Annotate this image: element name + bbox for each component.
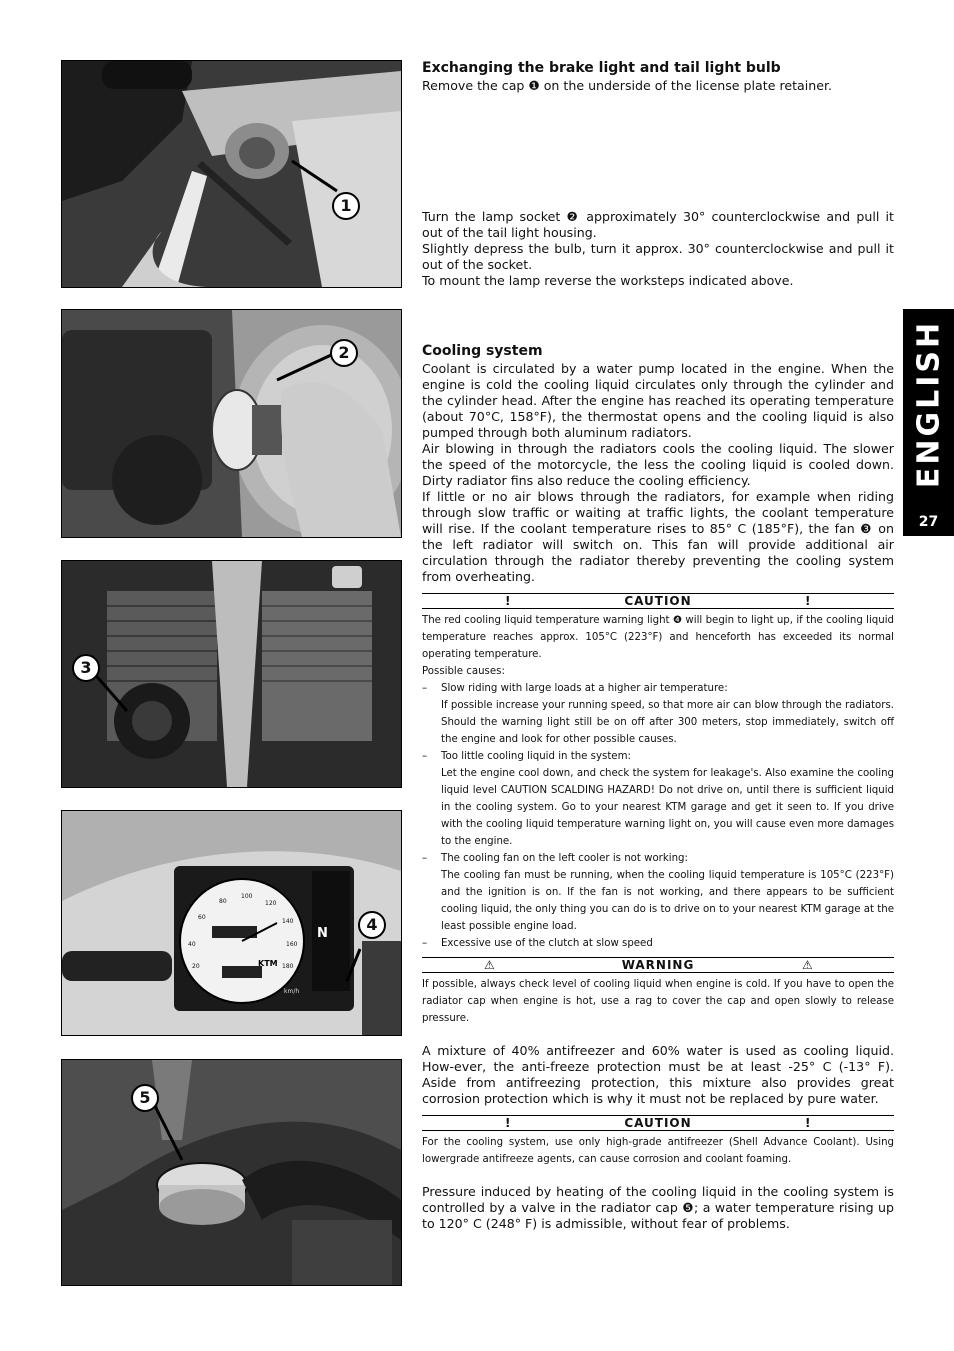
gauge-tick-40: 40 — [188, 941, 196, 948]
gauge-tick-20: 20 — [192, 963, 200, 970]
paragraph-mixture: A mixture of 40% antifreezer and 60% water is used as cooling liquid. How-ever, the anti-freeze protection must be at least -25° C (-13° F). Aside from antifreezing protection, this mixture also provides great corrosion protection which is why it must not be replaced by pure water. — [422, 1043, 894, 1106]
warning-heading: WARNING — [621, 958, 695, 972]
paragraph-coolant-circulation: Coolant is circulated by a water pump located in the engine. When the engine is cold the cooling liquid circulates only through the cylinder and the cylinder head. After the engine has reached its operating temperature (about 70°C, 158°F), the thermostat opens and the cooling liquid is also pumped through both aluminum radiators. — [422, 361, 894, 440]
gauge-tick-100: 100 — [241, 893, 253, 900]
gauge-brand: KTM — [258, 959, 278, 968]
paragraph-air-cooling: Air blowing in through the radiators cools the cooling liquid. The slower the speed of the motorcycle, the less the cooling liquid is cooled down. Dirty radiator fins also reduce the cooling efficiency. — [422, 441, 894, 488]
gauge-tick-140: 140 — [282, 918, 294, 925]
caution2-text: For the cooling system, use only high-grade antifreezer (Shell Advance Coolant). Using lowergrade antifreeze agents, can cause corrosion and coolant foaming. — [422, 1137, 894, 1165]
section-cooling-system — [422, 342, 894, 1232]
caution-block-1 — [422, 612, 894, 952]
gauge-tick-180: 180 — [282, 963, 294, 970]
gauge-tick-120: 120 — [265, 900, 277, 907]
caution-mark-left: ! — [505, 594, 512, 608]
caution-bar-1 — [422, 593, 894, 609]
caution-bar-2 — [422, 1115, 894, 1131]
language-label: ENGLISH — [911, 319, 946, 489]
warning-mark-right: ⚠ — [802, 958, 814, 972]
caution-block-2 — [422, 1134, 894, 1168]
caution-heading-2: CAUTION — [624, 1116, 692, 1130]
caution-mark-right: ! — [805, 594, 812, 608]
cause-3: – The cooling fan on the left cooler is not working: — [422, 850, 894, 867]
cause-4: – Excessive use of the clutch at slow speed — [422, 935, 894, 952]
cause-3-detail: The cooling fan must be running, when the cooling liquid temperature is 105°C (223°F) and the ignition is on. If the fan is not working, and there appears to be sufficient cooling liquid, the only thing you can do is to drive on to your nearest KTM garage at the least possible engine load. — [441, 870, 894, 932]
paragraph-pressure: Pressure induced by heating of the cooling liquid in the cooling system is controlled by a valve in the radiator cap ❺; a water temperature rising up to 120° C (248° F) is admissible, without fear of problems. — [422, 1184, 894, 1231]
warning-bar — [422, 957, 894, 973]
paragraph-turn-socket: Turn the lamp socket ❷ approximately 30° counterclockwise and pull it out of the tail light housing. — [422, 209, 894, 240]
figure-warning-light — [61, 810, 402, 1036]
speedometer-photo — [62, 811, 401, 1035]
callout-5: 5 — [131, 1084, 159, 1112]
warning-text: If possible, always check level of cooling liquid when engine is cold. If you have to open the radiator cap when engine is hot, use a rag to cover the cap and open slowly to release pressure. — [422, 979, 894, 1024]
cause-1-detail: If possible increase your running speed, so that more air can blow through the radiators. Should the warning light still be on off after 300 meters, stop immediately, switch off the engine and look for other possible causes. — [441, 700, 894, 745]
gauge-tick-160: 160 — [286, 941, 298, 948]
gauge-unit: km/h — [284, 988, 300, 995]
callout-1: 1 — [332, 192, 360, 220]
caution2-mark-right: ! — [805, 1116, 812, 1130]
paragraph-remove-cap: Remove the cap ❶ on the underside of the license plate retainer. — [422, 78, 832, 93]
paragraph-mount-lamp: To mount the lamp reverse the worksteps indicated above. — [422, 273, 794, 288]
caution-intro: The red cooling liquid temperature warning light ❹ will begin to light up, if the cooling liquid temperature reaches approx. 105°C (223°F) and henceforth has exceeded its normal operating temperature. — [422, 615, 894, 660]
callout-4: 4 — [358, 911, 386, 939]
figure-radiator-cap — [61, 1059, 402, 1286]
cause-1: – Slow riding with large loads at a higher air temperature: — [422, 680, 894, 697]
gauge-tick-80: 80 — [219, 898, 227, 905]
cause-2-detail: Let the engine cool down, and check the system for leakage's. Also examine the cooling liquid level CAUTION SCALDING HAZARD! Do not drive on, until there is sufficient liquid in the cooling system. Go to your nearest KTM garage and get it seen to. If you drive with the cooling liquid temperature warning light on, you will cause even more damages to the engine. — [441, 768, 894, 847]
section-brake-light-steps — [422, 209, 894, 289]
section-title-brake-light: Exchanging the brake light and tail light bulb — [422, 60, 781, 76]
paragraph-depress-bulb: Slightly depress the bulb, turn it approx. 30° counterclockwise and pull it out of the socket. — [422, 241, 894, 272]
warning-mark-left: ⚠ — [484, 958, 496, 972]
caution-heading-1: CAUTION — [624, 594, 692, 608]
radiator-photo — [62, 561, 401, 787]
radiator-cap-photo — [62, 1060, 401, 1285]
figure-tail-light-cap — [61, 60, 402, 288]
page-number: 27 — [918, 514, 939, 530]
section-brake-light — [422, 59, 894, 94]
causes-label: Possible causes: — [422, 666, 505, 677]
callout-3: 3 — [72, 654, 100, 682]
warning-block — [422, 976, 894, 1027]
figure-cooling-fan — [61, 560, 402, 788]
cause-2: – Too little cooling liquid in the system: — [422, 748, 894, 765]
caution2-mark-left: ! — [505, 1116, 512, 1130]
figure-lamp-socket — [61, 309, 402, 538]
tail-light-photo — [62, 61, 401, 287]
section-title-cooling: Cooling system — [422, 343, 543, 359]
callout-2: 2 — [330, 339, 358, 367]
language-tab — [903, 309, 954, 536]
paragraph-fan: If little or no air blows through the radiators, for example when riding through slow traffic or waiting at traffic lights, the coolant temperature will rise. If the coolant temperature rises to 85° C (185°F), the fan ❸ on the left radiator will switch on. This fan will provide additional air circulation through the radiator thereby preventing the cooling system from overheating. — [422, 489, 894, 584]
gauge-n-indicator: N — [317, 926, 328, 941]
gauge-tick-60: 60 — [198, 914, 206, 921]
